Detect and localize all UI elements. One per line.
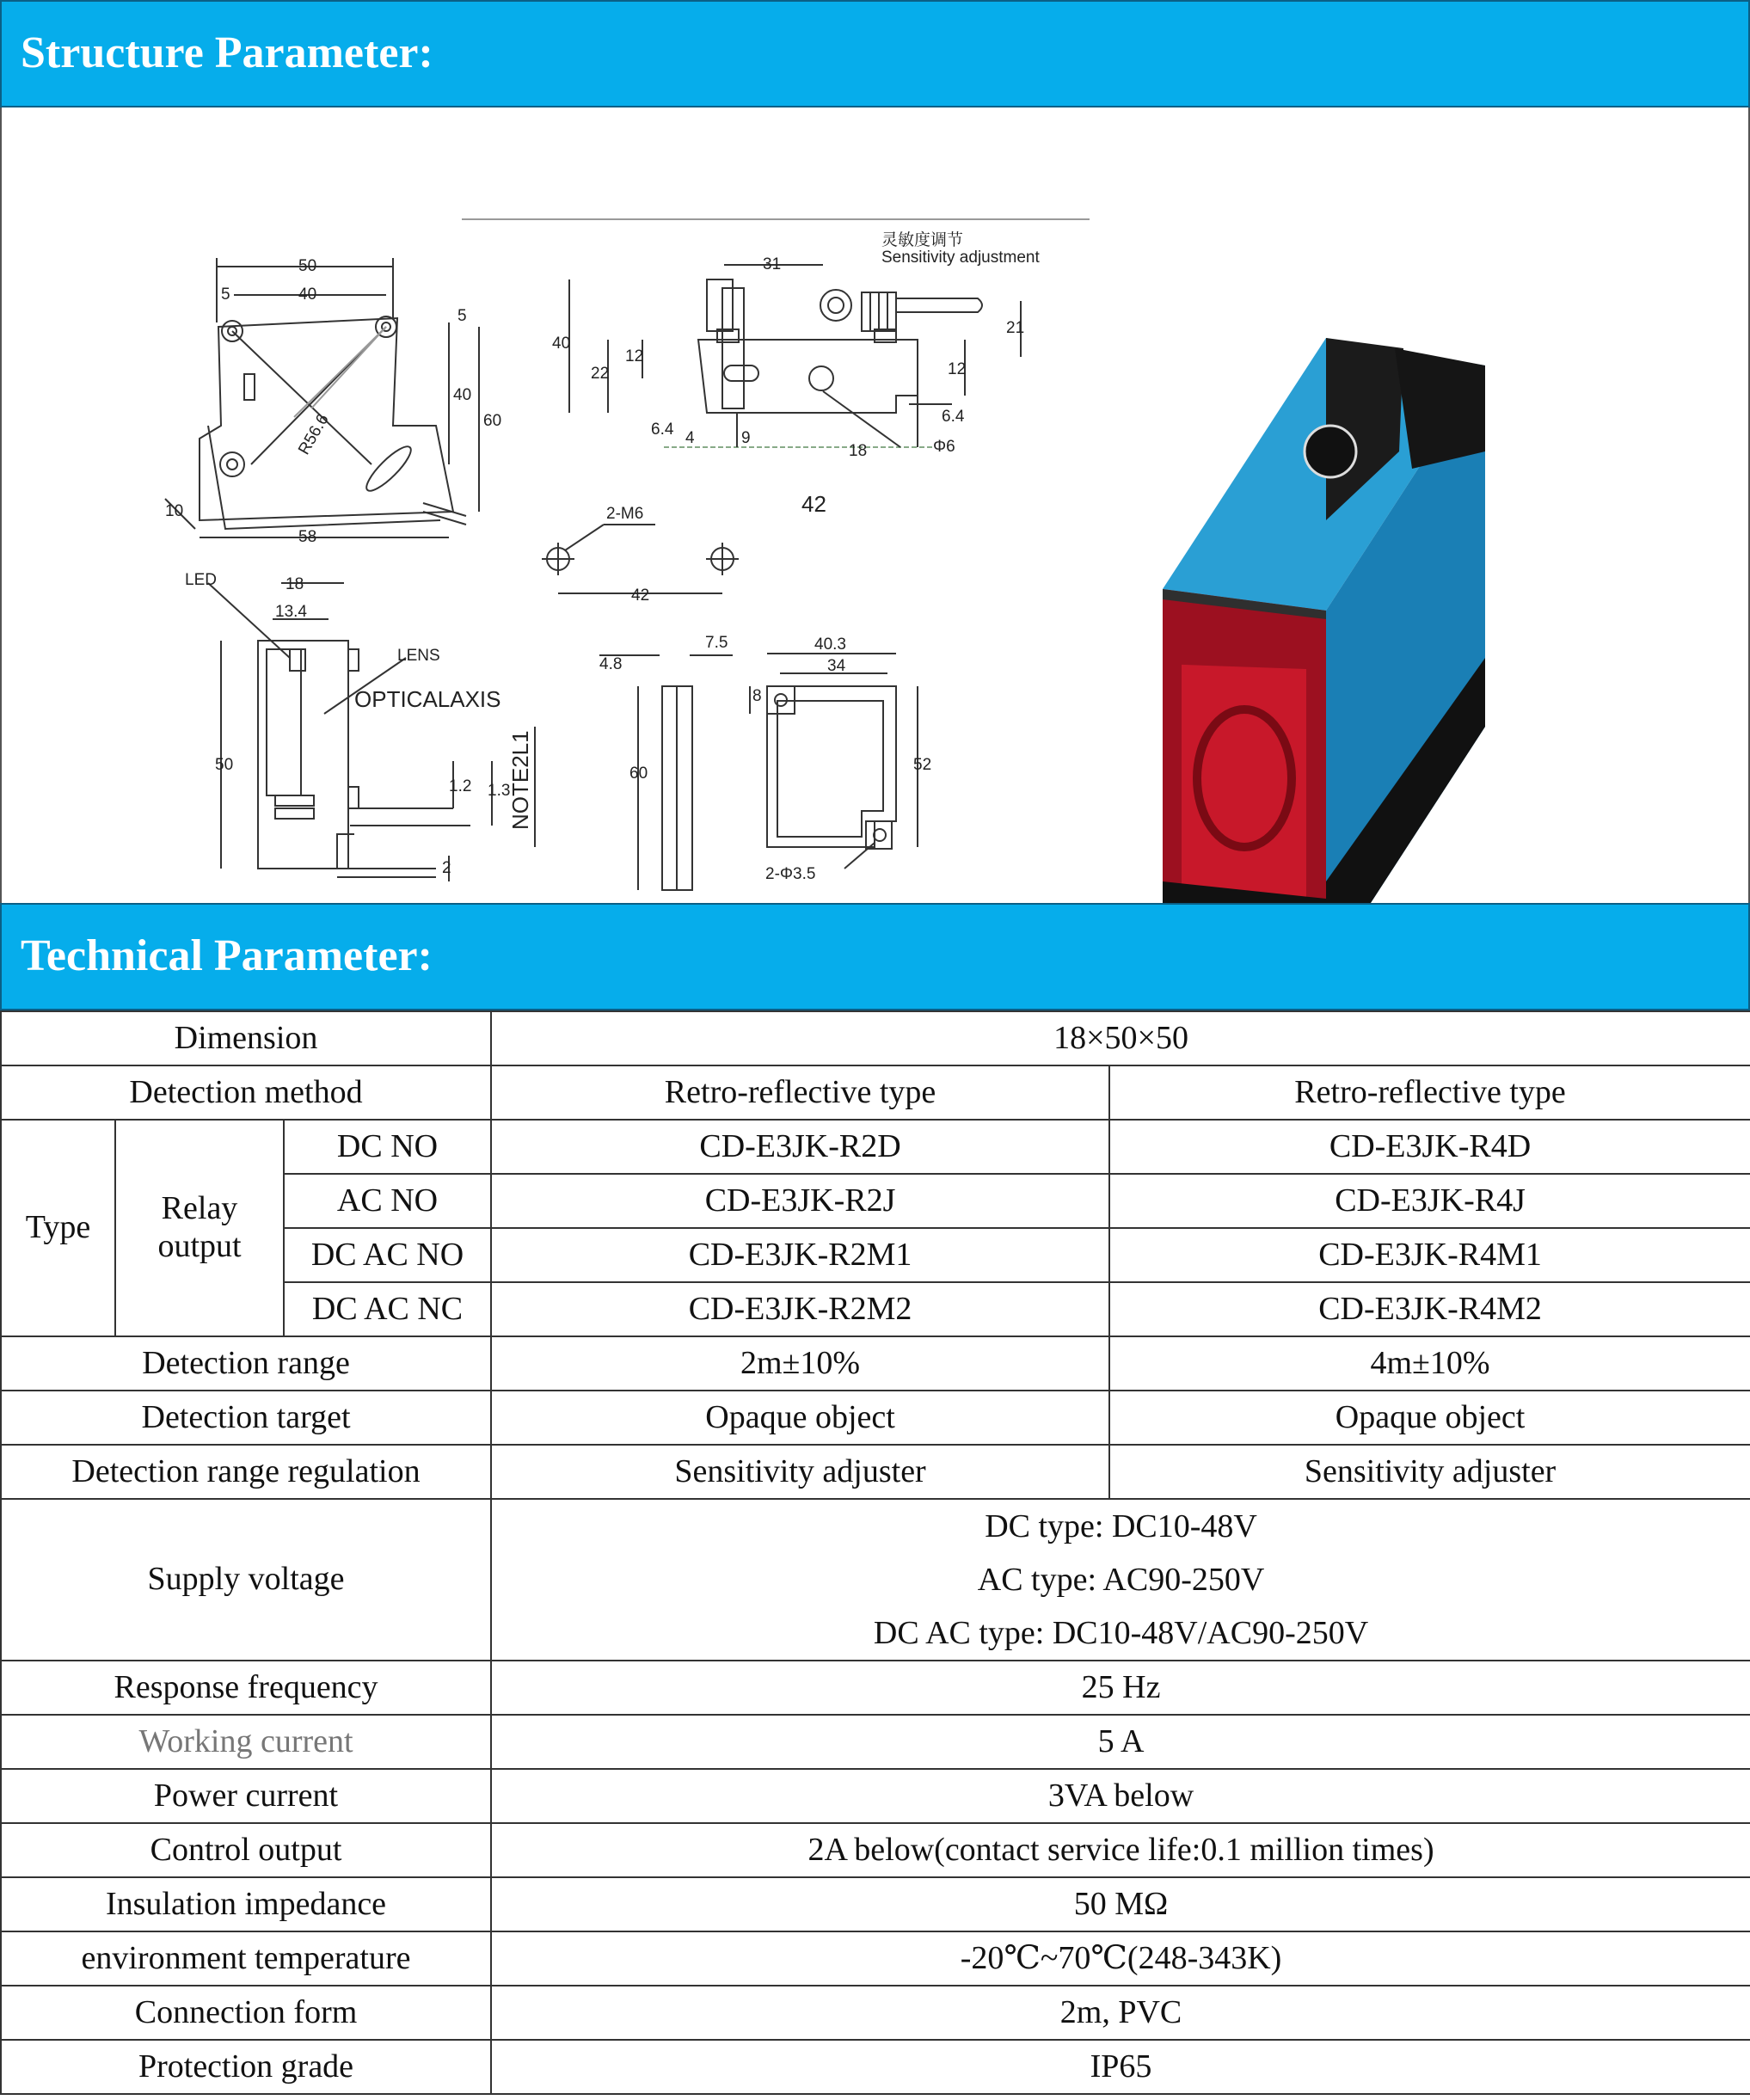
structure-drawing-area (0, 107, 1750, 903)
param-label: Power current (1, 1769, 491, 1823)
dim-7-5: 7.5 (705, 634, 728, 652)
rear-plate-view (750, 654, 918, 869)
dim-40b: 40 (453, 386, 472, 404)
param-label: Working current (1, 1715, 491, 1769)
dim-2-phi3-5: 2-Φ3.5 (765, 865, 816, 883)
table-row (1, 1986, 1750, 2040)
dim-60: 60 (483, 412, 502, 430)
regulation-value-b: Sensitivity adjuster (1109, 1445, 1750, 1499)
param-label: Connection form (1, 1986, 491, 2040)
dim-42: 42 (801, 491, 826, 517)
type-model-b: CD-E3JK-R4D (1109, 1120, 1750, 1174)
led-label: LED (185, 571, 217, 589)
type-model-a: CD-E3JK-R2M2 (491, 1282, 1109, 1336)
param-value: 2A below(contact service life:0.1 million times) (491, 1823, 1750, 1877)
dim-5a: 5 (221, 286, 230, 304)
dim-31: 31 (763, 255, 782, 273)
table-row (1, 1011, 1750, 1065)
table-row (1, 1877, 1750, 1931)
dim-2: 2 (442, 859, 451, 877)
dim-8: 8 (752, 687, 762, 705)
dim-1-3: 1.3 (488, 782, 511, 800)
sensor-product-photo (1163, 338, 1485, 903)
dim-21: 21 (1006, 319, 1025, 337)
structure-parameter-banner (0, 0, 1750, 107)
range-label: Detection range (1, 1336, 491, 1391)
type-model-b: CD-E3JK-R4M1 (1109, 1228, 1750, 1282)
method-label: Detection method (1, 1065, 491, 1120)
dim-13-4: 13.4 (275, 603, 307, 621)
table-row (1, 1391, 1750, 1445)
range-value-b: 4m±10% (1109, 1336, 1750, 1391)
type-model-b: CD-E3JK-R4M2 (1109, 1282, 1750, 1336)
optical-axis-label: OPTICALAXIS (354, 686, 501, 712)
dim-phi6: Φ6 (933, 438, 955, 456)
table-row (1, 1120, 1750, 1174)
param-value: 3VA below (491, 1769, 1750, 1823)
regulation-label: Detection range regulation (1, 1445, 491, 1499)
type-model-b: CD-E3JK-R4J (1109, 1174, 1750, 1228)
dim-34: 34 (827, 657, 846, 675)
type-name: AC NO (284, 1174, 491, 1228)
dim-2-m6: 2-M6 (606, 505, 644, 523)
dim-5b: 5 (457, 307, 467, 325)
param-value: IP65 (491, 2040, 1750, 2094)
dim-18: 18 (849, 442, 868, 460)
dimension-label: Dimension (1, 1011, 491, 1065)
table-row (1, 1715, 1750, 1769)
regulation-value-a: Sensitivity adjuster (491, 1445, 1109, 1499)
table-row (1, 1065, 1750, 1120)
param-value: 50 MΩ (491, 1877, 1750, 1931)
dim-1-2: 1.2 (449, 777, 472, 795)
method-value-a: Retro-reflective type (491, 1065, 1109, 1120)
radius-label: R56.6 (295, 411, 333, 458)
note-label: NOTE2L1 (507, 730, 533, 830)
structure-parameter-title: Structure Parameter: (21, 28, 433, 77)
type-name: DC AC NO (284, 1228, 491, 1282)
type-label: Type (1, 1120, 115, 1336)
table-row (1, 1661, 1750, 1715)
target-label: Detection target (1, 1391, 491, 1445)
supply-voltage-values (491, 1499, 1750, 1661)
dim-40-3: 40.3 (814, 636, 846, 654)
type-name: DC AC NC (284, 1282, 491, 1336)
dim-42b: 42 (631, 586, 650, 605)
param-value: 25 Hz (491, 1661, 1750, 1715)
dimension-value: 18×50×50 (491, 1011, 1750, 1065)
table-row (1, 1769, 1750, 1823)
table-row (1, 1336, 1750, 1391)
dim-10: 10 (165, 502, 184, 520)
dim-6-4a: 6.4 (651, 421, 674, 439)
param-value: -20℃~70℃(248-343K) (491, 1931, 1750, 1986)
range-value-a: 2m±10% (491, 1336, 1109, 1391)
dim-6-4b: 6.4 (942, 408, 965, 426)
param-label: Response frequency (1, 1661, 491, 1715)
type-model-a: CD-E3JK-R2J (491, 1174, 1109, 1228)
side-plate-view (599, 655, 733, 890)
param-label: Protection grade (1, 2040, 491, 2094)
technical-parameter-table (0, 1010, 1750, 2095)
technical-parameter-title: Technical Parameter: (21, 931, 433, 980)
dim-9: 9 (741, 429, 751, 447)
dim-4-8: 4.8 (599, 655, 623, 673)
relay-output-label: Relay output (115, 1120, 284, 1336)
table-row (1, 1445, 1750, 1499)
dim-60b: 60 (629, 764, 648, 783)
bracket-front-view (165, 258, 479, 537)
lens-label: LENS (397, 647, 440, 665)
technical-drawing (2, 107, 1748, 903)
param-value: 2m, PVC (491, 1986, 1750, 2040)
technical-parameter-banner (0, 903, 1750, 1010)
dim-52: 52 (913, 756, 932, 774)
type-model-a: CD-E3JK-R2D (491, 1120, 1109, 1174)
mounting-holes-view (542, 525, 739, 593)
dim-40: 40 (298, 286, 317, 304)
target-value-b: Opaque object (1109, 1391, 1750, 1445)
type-name: DC NO (284, 1120, 491, 1174)
supply-dcac: DC AC type: DC10-48V/AC90-250V (873, 1615, 1369, 1651)
supply-voltage-label: Supply voltage (1, 1499, 491, 1661)
table-row (1, 1931, 1750, 1986)
target-value-a: Opaque object (491, 1391, 1109, 1445)
dim-58: 58 (298, 528, 317, 546)
dim-22: 22 (591, 365, 610, 383)
supply-dc: DC type: DC10-48V (985, 1508, 1257, 1544)
dim-12: 12 (625, 347, 644, 365)
type-model-a: CD-E3JK-R2M1 (491, 1228, 1109, 1282)
table-row (1, 1823, 1750, 1877)
param-label: environment temperature (1, 1931, 491, 1986)
sensitivity-en-label: Sensitivity adjustment (881, 249, 1040, 267)
dim-4: 4 (685, 429, 695, 447)
dim-12b: 12 (948, 360, 967, 378)
supply-ac: AC type: AC90-250V (977, 1562, 1265, 1598)
optical-axis-view (208, 583, 535, 881)
dim-40c: 40 (552, 335, 571, 353)
method-value-b: Retro-reflective type (1109, 1065, 1750, 1120)
dim-18b: 18 (286, 575, 304, 593)
table-row (1, 1499, 1750, 1661)
param-label: Insulation impedance (1, 1877, 491, 1931)
dim-50b: 50 (215, 756, 234, 774)
param-label: Control output (1, 1823, 491, 1877)
param-value: 5 A (491, 1715, 1750, 1769)
table-row (1, 2040, 1750, 2094)
dim-50: 50 (298, 257, 317, 275)
sensitivity-cn-label: 灵敏度调节 (881, 231, 964, 249)
